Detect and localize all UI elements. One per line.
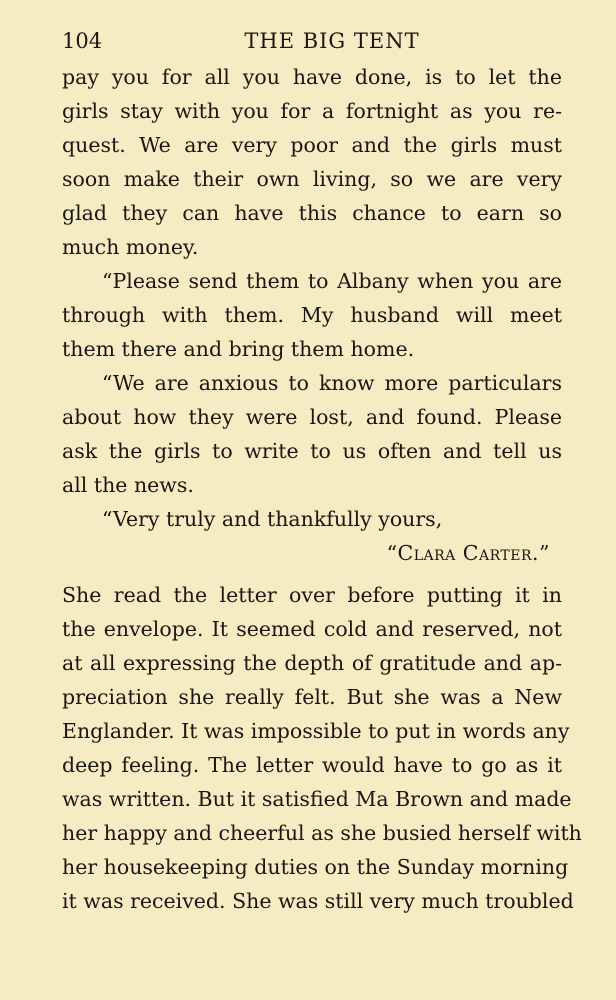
text-line: She read the letter over before putting it in	[62, 583, 562, 607]
text-line: quest. We are very poor and the girls must	[62, 133, 562, 157]
text-line: about how they were lost, and found. Please	[62, 405, 562, 429]
text-line: preciation she really felt. But she was a New	[62, 685, 562, 709]
text-line: them there and bring them home.	[62, 337, 415, 361]
text-line: soon make their own living, so we are very	[62, 167, 562, 191]
text-line: deep feeling. The letter would have to go as it	[62, 753, 562, 777]
text-line: was written. But it satisfied Ma Brown and made	[62, 787, 572, 811]
text-line: her happy and cheerful as she busied herself with	[62, 821, 582, 845]
text-line: ask the girls to write to us often and tell us	[62, 439, 562, 463]
text-line: “We are anxious to know more particulars	[102, 371, 562, 395]
text-line: through with them. My husband will meet	[62, 303, 562, 327]
text-line: girls stay with you for a fortnight as you re-	[62, 99, 562, 123]
text-line: the envelope. It seemed cold and reserved, not	[62, 617, 562, 641]
text-line: glad they can have this chance to earn so	[62, 201, 562, 225]
text-line: “Very truly and thankfully yours,	[102, 507, 443, 531]
text-line: all the news.	[62, 473, 194, 497]
page-number: 104	[62, 29, 103, 53]
page-body	[62, 60, 582, 918]
text-line: much money.	[62, 235, 199, 259]
text-line: her housekeeping duties on the Sunday morning	[62, 855, 569, 879]
text-line: it was received. She was still very much troubled	[62, 889, 574, 913]
text-line: at all expressing the depth of gratitude and ap-	[62, 651, 562, 675]
page-header	[62, 26, 562, 56]
text-line: “Please send them to Albany when you are	[102, 269, 562, 293]
letter-signature: “Clara Carter.”	[386, 541, 550, 565]
text-line: Englander. It was impossible to put in words any	[62, 719, 570, 743]
paragraph-gap	[62, 570, 562, 578]
text-line: pay you for all you have done, is to let the	[62, 65, 562, 89]
running-title: THE BIG TENT	[244, 29, 420, 53]
